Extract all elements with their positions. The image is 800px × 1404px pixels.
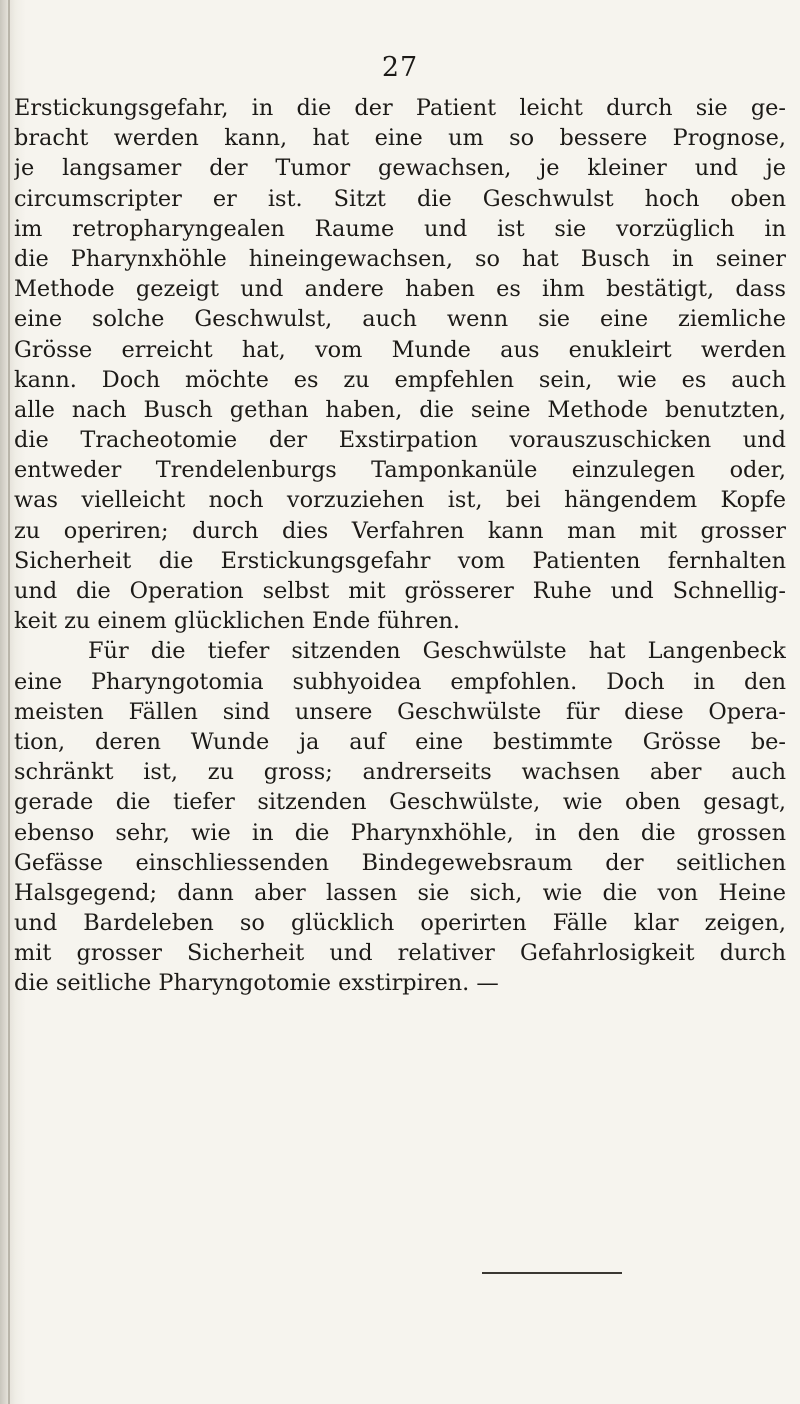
text-line: schränkt ist, zu gross; andrerseits wachsen aber auch	[14, 759, 786, 786]
text-line: Gefässe einschliessenden Bindegewebsraum der seitlichen	[14, 849, 786, 876]
text-line: kann. Doch möchte es zu empfehlen sein, wie es auch	[14, 366, 786, 393]
text-line: Grösse erreicht hat, vom Munde aus enukleirt werden	[14, 336, 786, 363]
text-line: Erstickungsgefahr, in die der Patient leicht durch sie ge-	[14, 95, 786, 121]
text-line: alle nach Busch gethan haben, die seine Methode benutzten,	[14, 396, 786, 423]
text-line: circumscripter er ist. Sitzt die Geschwulst hoch oben	[14, 185, 786, 212]
text-line: bracht werden kann, hat eine um so bessere Prognose,	[14, 125, 786, 152]
footer-rule	[482, 1272, 622, 1274]
text-line: im retropharyngealen Raume und ist sie vorzüglich in	[14, 215, 786, 242]
text-line: keit zu einem glücklichen Ende führen.	[14, 608, 461, 635]
text-line: Methode gezeigt und andere haben es ihm bestätigt, dass	[14, 276, 786, 303]
text-line: eine Pharyngotomia subhyoidea empfohlen. Doch in den	[14, 668, 786, 695]
text-line: zu operiren; durch dies Verfahren kann man mit grosser	[14, 517, 786, 544]
text-line: und Bardeleben so glücklich operirten Fälle klar zeigen,	[14, 910, 786, 937]
text-line: und die Operation selbst mit grösserer Ruhe und Schnellig-	[14, 578, 786, 604]
text-line: Halsgegend; dann aber lassen sie sich, wie die von Heine	[14, 879, 786, 906]
text-line: je langsamer der Tumor gewachsen, je kleiner und je	[14, 155, 786, 182]
text-line: ebenso sehr, wie in die Pharynxhöhle, in den die grossen	[14, 819, 786, 846]
text-line: entweder Trendelenburgs Tamponkanüle einzulegen oder,	[14, 457, 786, 484]
text-line: die Tracheotomie der Exstirpation vorauszuschicken und	[14, 427, 786, 454]
body-text	[14, 93, 786, 999]
binding-edge	[8, 0, 10, 1404]
text-line: eine solche Geschwulst, auch wenn sie eine ziemliche	[14, 306, 786, 333]
page-number: 27	[381, 52, 419, 83]
text-line: mit grosser Sicherheit und relativer Gefahrlosigkeit durch	[14, 940, 786, 967]
text-line: gerade die tiefer sitzenden Geschwülste, wie oben gesagt,	[14, 789, 786, 816]
text-line: Für die tiefer sitzenden Geschwülste hat Langenbeck	[88, 638, 786, 665]
text-line: die seitliche Pharyngotomie exstirpiren. —	[14, 970, 499, 997]
text-line: die Pharynxhöhle hineingewachsen, so hat Busch in seiner	[14, 245, 786, 272]
text-line: Sicherheit die Erstickungsgefahr vom Patienten fernhalten	[14, 547, 786, 574]
text-line: meisten Fällen sind unsere Geschwülste für diese Opera-	[14, 698, 786, 725]
text-line: tion, deren Wunde ja auf eine bestimmte Grösse be-	[14, 728, 786, 755]
text-line: was vielleicht noch vorzuziehen ist, bei hängendem Kopfe	[14, 487, 786, 514]
